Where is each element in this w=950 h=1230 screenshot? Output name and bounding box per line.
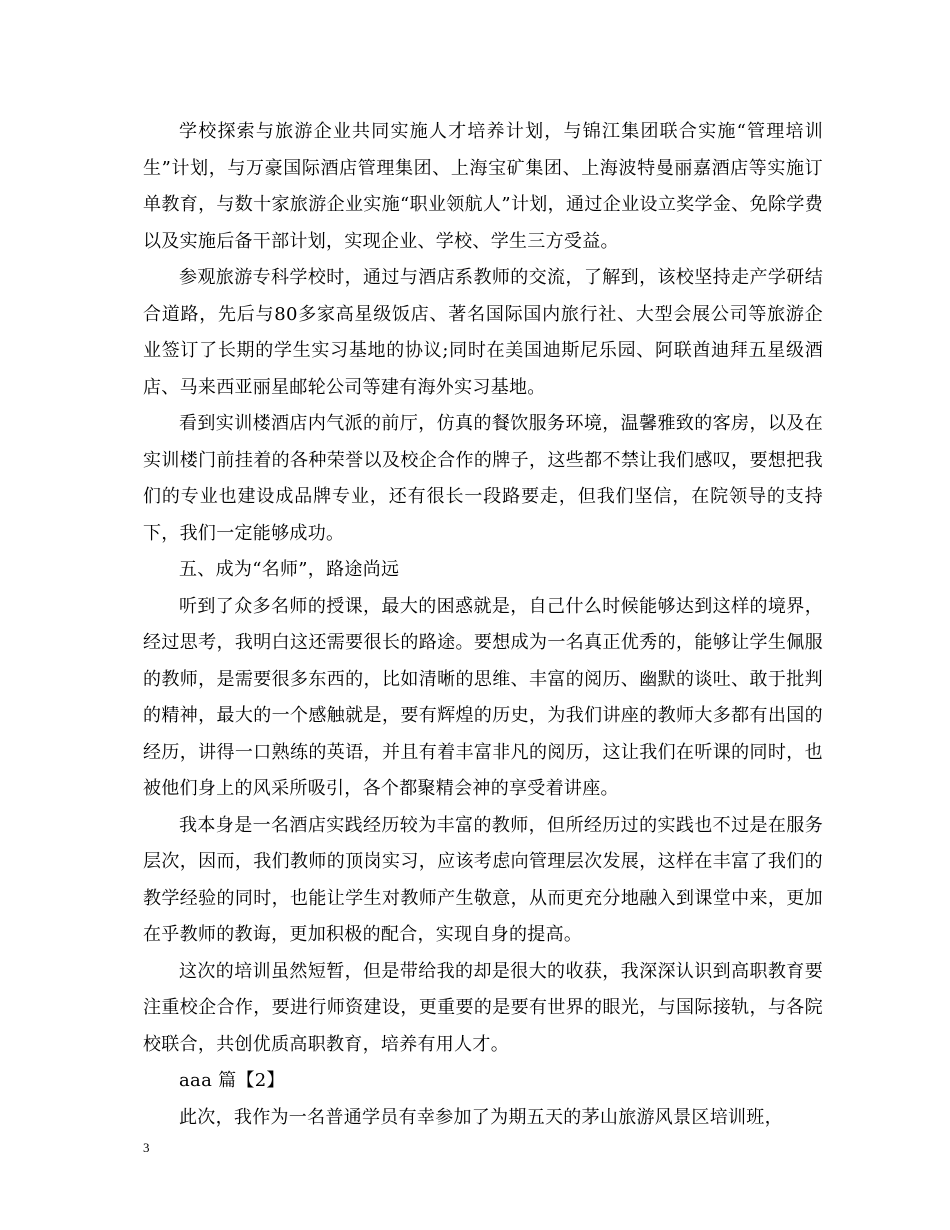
paragraph: 听到了众多名师的授课，最大的困惑就是，自己什么时候能够达到这样的境界，经过思考，我明白这还需要很长的路途。要想成为一名真正优秀的，能够让学生佩服的教师，是需要很多东西的，比如清晰的思维、丰富的阅历、幽默的谈吐、敢于批判的精神，最大的一个感触就是，要有辉煌的历史，为我们讲座的教师大多都有出国的经历，讲得一口熟练的英语，并且有着丰富非凡的阅历，这让我们在听课的同时，也被他们身上的风采所吸引，各个都聚精会神的享受着讲座。 bbox=[143, 595, 823, 799]
paragraph: 我本身是一名酒店实践经历较为丰富的教师，但所经历过的实践也不过是在服务层次，因而，我们教师的顶岗实习，应该考虑向管理层次发展，这样在丰富了我们的教学经验的同时，也能让学生对教师产生敬意，从而更充分地融入到课堂中来，更加在乎教师的教诲，更加积极的配合，实现自身的提高。 bbox=[143, 814, 823, 945]
paragraph: 学校探索与旅游企业共同实施人才培养计划，与锦江集团联合实施“管理培训生”计划，与万豪国际酒店管理集团、上海宝矿集团、上海波特曼丽嘉酒店等实施订单教育，与数十家旅游企业实施“职业领航人”计划，通过企业设立奖学金、免除学费以及实施后备干部计划，实现企业、学校、学生三方受益。 bbox=[143, 121, 823, 252]
page-number: 3 bbox=[143, 1140, 150, 1155]
document-body bbox=[143, 114, 823, 1136]
paragraph: 参观旅游专科学校时，通过与酒店系教师的交流，了解到，该校坚持走产学研结合道路，先后与80多家高星级饭店、著名国际国内旅行社、大型会展公司等旅游企业签订了长期的学生实习基地的协议;同时在美国迪斯尼乐园、阿联酋迪拜五星级酒店、马来西亚丽星邮轮公司等建有海外实习基地。 bbox=[143, 267, 823, 398]
section-heading: 五、成为“名师”，路途尚远 bbox=[179, 559, 400, 580]
paragraph: 这次的培训虽然短暂，但是带给我的却是很大的收获，我深深认识到高职教育要注重校企合作，要进行师资建设，更重要的是要有世界的眼光，与国际接轨，与各院校联合，共创优质高职教育，培养有用人才。 bbox=[143, 960, 823, 1055]
paragraph: 此次，我作为一名普通学员有幸参加了为期五天的茅山旅游风景区培训班， bbox=[179, 1106, 783, 1128]
article-heading: aaa 篇【2】 bbox=[179, 1070, 285, 1091]
paragraph: 看到实训楼酒店内气派的前厅，仿真的餐饮服务环境，温馨雅致的客房，以及在实训楼门前挂着的各种荣誉以及校企合作的牌子，这些都不禁让我们感叹，要想把我们的专业也建设成品牌专业，还有很长一段路要走，但我们坚信，在院领导的支持下，我们一定能够成功。 bbox=[143, 413, 823, 544]
